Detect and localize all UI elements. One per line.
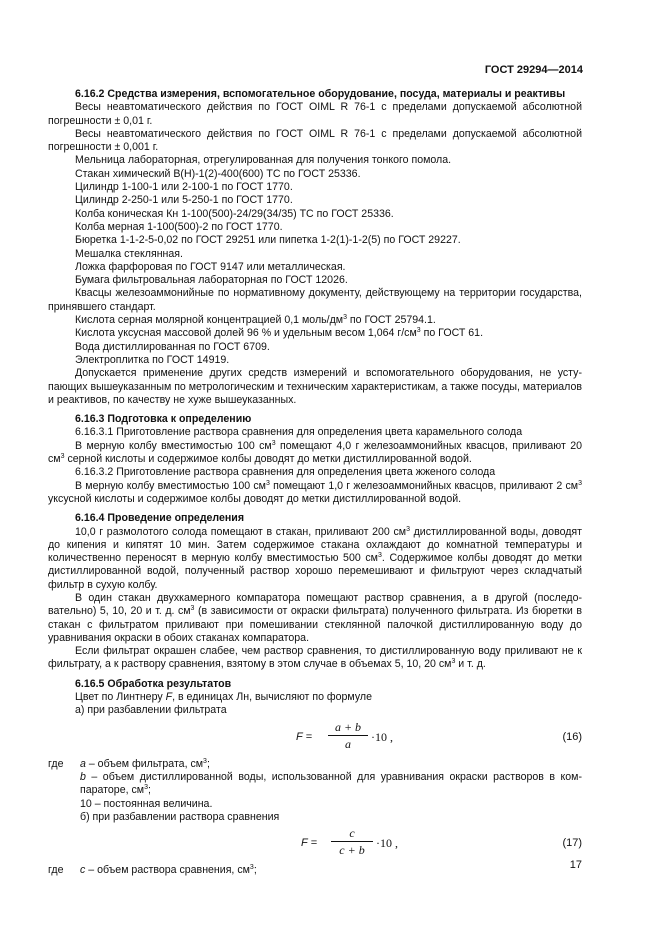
formula-number: (16) <box>562 730 582 743</box>
list-item: Мешалка стеклянная. <box>75 247 183 260</box>
formula-tail: ·10 , <box>376 836 398 851</box>
list-item: Электроплитка по ГОСТ 14919. <box>75 353 230 366</box>
numerator: a + b <box>334 719 362 734</box>
list-item: Мельница лабораторная, отрегулированная для получения тонкого помола. <box>75 154 452 167</box>
equipment-note: Допускается применение других средств измерений и вспомогательного оборудования, не уступающих вышеуказанным по метрологическим и техническим характеристикам, а также посуды, материалов и реактивов, по качеству не хуже вышеуказанных. <box>48 367 582 406</box>
document-header: ГОСТ 29294—2014 <box>484 64 583 76</box>
where-label: где <box>48 864 64 877</box>
variable-definition: a – объем фильтрата, $см^3$; <box>80 757 210 770</box>
where-block-1 <box>48 758 582 771</box>
paragraph: Цвет по Линтнеру F, в единицах Лн, вычисляют по формуле <box>75 691 372 704</box>
list-item-acetic-acid: Кислота уксусная массовой долей 96 % и удельным весом 1,064 $г/см^3$ по ГОСТ 61. <box>75 327 484 340</box>
list-item: Весы неавтоматического действия по ГОСТ OIML R 76-1 с пределами допускаемой абсолютной погрешности ± 0,001 г. <box>48 127 582 154</box>
list-item: Цилиндр 1-100-1 или 2-100-1 по ГОСТ 1770. <box>75 181 293 194</box>
page-number: 17 <box>569 859 582 871</box>
variable-definition: 10 – постоянная величина. <box>80 797 213 810</box>
paragraph: В один стакан двухкамерного компаратора помещают раствор сравнения, а в другой (последовательно) 5, 10, 20 и т. д. $см^3$ (в зависимости от окраски фильтрата) полученного фильтрата. Из бюретки в стакан с фильтратом приливают при помешивании стеклянной палочкой дистиллированную воду до уравнивания окраски в обоих стаканах компаратора. <box>48 591 582 644</box>
formula-lhs: F = <box>301 837 318 850</box>
section-6-16-4-title: 6.16.4 Проведение определения <box>75 512 245 525</box>
denominator: c + b <box>339 843 365 858</box>
list-item: Вода дистиллированная по ГОСТ 6709. <box>75 340 270 353</box>
list-item: Стакан химический В(Н)-1(2)-400(600) ТС по ГОСТ 25336. <box>75 167 361 180</box>
formula-number: (17) <box>562 837 582 850</box>
list-item: Квасцы железоаммонийные по нормативному документу, действующему на территории государства, принявшего стандарт. <box>48 287 582 313</box>
fraction-bar <box>328 735 368 736</box>
section-6-16-2-title: 6.16.2 Средства измерения, вспомогательное оборудование, посуда, материалы и реактивы <box>75 88 566 100</box>
paragraph: В мерную колбу вместимостью 100 $см^3$ помещают 4,0 г железоаммонийных квасцов, приливают 20 $см^3$ серной кислоты и содержимое колбы доводят до метки дистиллированной водой. <box>48 439 583 466</box>
formula-lhs: F = <box>296 730 313 743</box>
list-item: Колба мерная 1-100(500)-2 по ГОСТ 1770. <box>75 220 283 233</box>
fraction-bar <box>331 841 373 842</box>
numerator: c <box>349 826 355 841</box>
paragraph: 6.16.3.2 Приготовление раствора сравнения для определения цвета жженого солода <box>75 466 496 479</box>
list-item: Весы неавтоматического действия по ГОСТ OIML R 76-1 с пределами допускаемой абсолютной погрешности ± 0,01 г. <box>48 101 582 127</box>
paragraph: б) при разбавлении раствора сравнения <box>80 810 280 823</box>
equipment-list <box>48 101 582 407</box>
denominator: a <box>345 736 351 751</box>
paragraph: а) при разбавлении фильтрата <box>75 704 227 717</box>
variable-definition: b – объем дистиллированной воды, использованной для уравнивания окраски растворов в компараторе, $см^3$; <box>80 770 582 797</box>
formula-17 <box>48 824 582 864</box>
formula-tail: ·10 , <box>371 729 393 744</box>
paragraph: 10,0 г размолотого солода помещают в стакан, приливают 200 $см^3$ дистиллированной воды, доводят до кипения и кипятят 10 мин. Затем содержимое стакана охлаждают до комнатной температуры и количественно переносят в мерную колбу вместимостью 500 $см^3$. Содержимое колбы доводят до метки дистиллированной водой, полученный раствор хорошо перемешивают и фильтруют через складчатый фильтр в сухую колбу. <box>48 525 583 591</box>
list-item: Бумага фильтровальная лабораторная по ГОСТ 12026. <box>75 274 348 287</box>
formula-16 <box>48 718 582 758</box>
list-item: Бюретка 1-1-2-5-0,02 по ГОСТ 29251 или пипетка 1-2(1)-1-2(5) по ГОСТ 29227. <box>75 234 461 247</box>
paragraph: 6.16.3.1 Приготовление раствора сравнения для определения цвета карамельного солода <box>75 426 523 439</box>
list-item: Цилиндр 2-250-1 или 5-250-1 по ГОСТ 1770. <box>75 194 293 207</box>
list-item: Колба коническая Кн 1-100(500)-24/29(34/35) ТС по ГОСТ 25336. <box>75 207 394 220</box>
paragraph: Если фильтрат окрашен слабее, чем раствор сравнения, то дистиллированную воду приливают не к фильтрату, а к раствору сравнения, взятому в этом случае в объемах 5, 10, 20 $см^3$ и т. д. <box>48 645 582 671</box>
list-item-sulfuric-acid: Кислота серная молярной концентрацией 0,1 моль/$дм^3$ по ГОСТ 25794.1. <box>75 314 436 327</box>
paragraph: В мерную колбу вместимостью 100 $см^3$ помещают 1,0 г железоаммонийных квасцов, приливают 2 $см^3$ уксусной кислоты и содержимое колбы доводят до метки дистиллированной водой. <box>48 479 582 505</box>
section-6-16-3-title: 6.16.3 Подготовка к определению <box>75 413 252 426</box>
list-item: Ложка фарфоровая по ГОСТ 9147 или металлическая. <box>75 260 346 273</box>
where-label: где <box>48 757 64 770</box>
section-6-16-5-title: 6.16.5 Обработка результатов <box>75 677 232 690</box>
fraction <box>331 826 373 857</box>
where-block-2 <box>48 864 582 877</box>
variable-definition: c – объем раствора сравнения, $см^3$; <box>80 864 257 877</box>
document-body <box>48 88 582 877</box>
fraction <box>328 720 368 751</box>
